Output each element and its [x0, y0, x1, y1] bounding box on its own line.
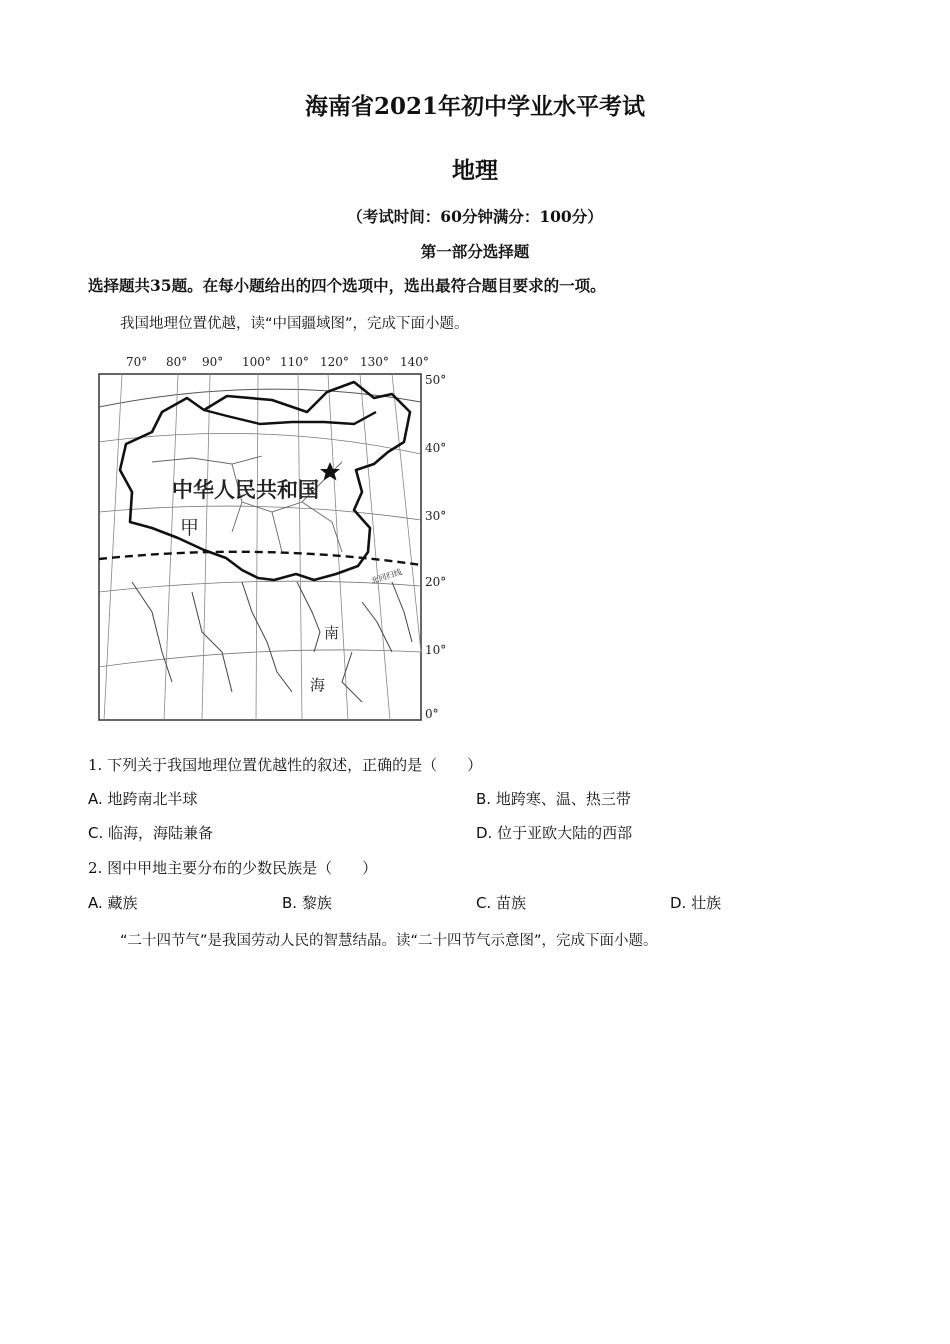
lat-label-0: 0° — [425, 707, 439, 721]
tropic-of-cancer-line — [99, 552, 421, 565]
subject-title: 地理 — [452, 157, 498, 184]
option-text: 地跨南北半球 — [107, 790, 198, 808]
china-territory-map — [92, 352, 452, 728]
option-letter: B. — [282, 894, 298, 912]
group2-intro: “二十四节气”是我国劳动人民的智慧结晶。读“二十四节气示意图”，完成下面小题。 — [120, 933, 658, 949]
option-text: 地跨寒、温、热三带 — [495, 790, 631, 808]
lat-label-40: 40° — [425, 441, 447, 455]
option-text: 黎族 — [301, 894, 332, 912]
option-letter: D. — [670, 894, 687, 912]
q2-option-d[interactable] — [670, 892, 721, 913]
lon-label-130: 130° — [360, 355, 389, 369]
group1-intro: 我国地理位置优越，读“中国疆域图”，完成下面小题。 — [120, 316, 469, 332]
lon-label-120: 120° — [320, 355, 349, 369]
longitude-line — [164, 374, 178, 720]
lat-label-20: 20° — [425, 575, 447, 589]
q1-option-c[interactable] — [88, 822, 213, 843]
map-frame — [99, 374, 421, 720]
option-letter: D. — [476, 824, 493, 842]
lon-label-80: 80° — [166, 355, 188, 369]
instructions: 选择题共35题。在每小题给出的四个选项中，选出最符合题目要求的一项。 — [88, 276, 606, 295]
option-text: 位于亚欧大陆的西部 — [497, 824, 633, 842]
q1-option-d[interactable] — [476, 822, 632, 843]
option-text: 临海，海陆兼备 — [108, 824, 214, 842]
lat-label-10: 10° — [425, 643, 447, 657]
part-title: 第一部分选择题 — [420, 242, 530, 261]
option-letter: C. — [88, 824, 104, 842]
latitude-labels — [425, 373, 446, 721]
q2-option-a[interactable] — [88, 892, 138, 913]
option-letter: C. — [476, 894, 492, 912]
option-text: 藏族 — [107, 894, 138, 912]
option-text: 苗族 — [496, 894, 527, 912]
lon-label-140: 140° — [400, 355, 429, 369]
q2-option-b[interactable] — [282, 892, 332, 913]
lon-label-70: 70° — [126, 355, 148, 369]
lat-label-30: 30° — [425, 509, 447, 523]
question-1-stem — [88, 754, 482, 775]
question-2-stem — [88, 857, 377, 878]
longitude-line — [360, 374, 390, 720]
sea-label-hai: 海 — [310, 676, 326, 694]
country-label: 中华人民共和国 — [172, 477, 319, 502]
exam-info: （考试时间：60分钟满分：100分） — [347, 207, 603, 226]
lon-label-100: 100° — [242, 355, 271, 369]
option-letter: B. — [476, 790, 492, 808]
region-jia-label: 甲 — [180, 517, 200, 539]
lat-label-50: 50° — [425, 373, 447, 387]
capital-star-icon — [320, 462, 340, 481]
lon-label-110: 110° — [280, 355, 309, 369]
question-2-text: 2. 图中甲地主要分布的少数民族是（ ） — [88, 859, 378, 877]
q1-option-a[interactable] — [88, 788, 198, 809]
lon-label-90: 90° — [202, 355, 224, 369]
option-letter: A. — [88, 894, 103, 912]
sea-label-nan: 南 — [324, 624, 340, 642]
question-1-text: 1. 下列关于我国地理位置优越性的叙述，正确的是（ ） — [88, 756, 483, 774]
q2-option-c[interactable] — [476, 892, 526, 913]
exam-title: 海南省2021年初中学业水平考试 — [304, 93, 645, 120]
longitude-line — [202, 374, 210, 720]
neighbor-coastlines — [132, 582, 412, 702]
longitude-line — [392, 374, 421, 652]
latitude-line — [99, 650, 421, 667]
longitude-line — [328, 374, 348, 720]
mongolia-border — [204, 410, 376, 424]
tropic-label: 北回归线 — [369, 567, 404, 586]
q1-option-b[interactable] — [476, 788, 631, 809]
longitude-line — [104, 374, 122, 720]
longitude-labels — [126, 355, 429, 369]
longitude-line — [298, 374, 302, 720]
option-text: 壮族 — [691, 894, 722, 912]
option-letter: A. — [88, 790, 103, 808]
longitude-line — [256, 374, 258, 720]
latitude-line — [99, 433, 421, 454]
